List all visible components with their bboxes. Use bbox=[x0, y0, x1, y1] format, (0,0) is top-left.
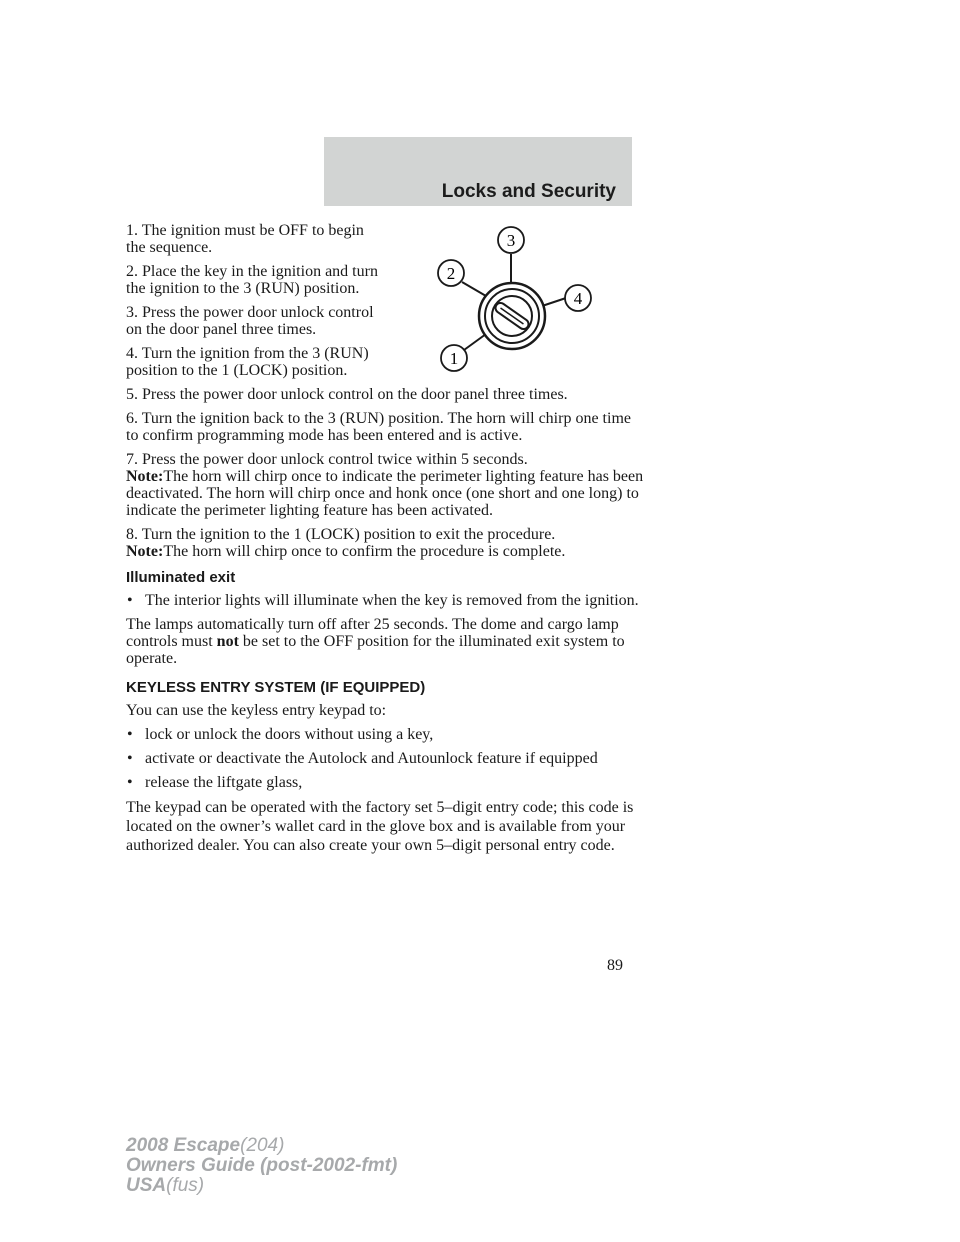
footer-market: USA bbox=[126, 1175, 167, 1196]
page-number: 89 bbox=[607, 957, 623, 974]
bullet-glyph: • bbox=[127, 750, 133, 767]
list-item bbox=[126, 774, 646, 791]
step-6: 6. Turn the ignition back to the 3 (RUN) position. The horn will chirp one time to confirm programming mode has been entered and is active. bbox=[126, 410, 631, 444]
list-item bbox=[126, 750, 646, 767]
note-label: Note: bbox=[126, 468, 164, 485]
keyless-intro: You can use the keyless entry keypad to: bbox=[126, 702, 387, 719]
footer-line-model bbox=[126, 1136, 397, 1156]
footer-edition-info bbox=[126, 1136, 397, 1196]
step-3: 3. Press the power door unlock control on the door panel three times. bbox=[126, 304, 374, 338]
step-5: 5. Press the power door unlock control on the door panel three times. bbox=[126, 386, 568, 403]
keyless-entry-heading: KEYLESS ENTRY SYSTEM (IF EQUIPPED) bbox=[126, 679, 426, 696]
page-content bbox=[126, 222, 646, 862]
list-item-text: The interior lights will illuminate when the key is removed from the ignition. bbox=[145, 592, 639, 609]
list-item-text: release the liftgate glass, bbox=[145, 774, 303, 791]
footer-market-code: (fus) bbox=[166, 1175, 205, 1196]
bullet-glyph: • bbox=[127, 592, 133, 609]
list-item bbox=[126, 726, 646, 743]
note-complete bbox=[126, 543, 646, 560]
footer-model-code: (204) bbox=[240, 1135, 285, 1156]
bullet-glyph: • bbox=[127, 726, 133, 743]
paragraph-text: be set to the OFF position for the illuminated exit system to operate. bbox=[126, 633, 625, 667]
position-2-label: 2 bbox=[446, 264, 456, 283]
illuminated-exit-heading: Illuminated exit bbox=[126, 569, 236, 586]
footer-line-guide bbox=[126, 1156, 397, 1176]
section-header-band bbox=[324, 137, 632, 206]
footer-model: 2008 Escape bbox=[126, 1135, 241, 1156]
step-8: 8. Turn the ignition to the 1 (LOCK) position to exit the procedure. bbox=[126, 526, 556, 543]
step-1: 1. The ignition must be OFF to begin the sequence. bbox=[126, 222, 364, 256]
list-item-text: activate or deactivate the Autolock and Autounlock feature if equipped bbox=[145, 750, 598, 767]
bullet-glyph: • bbox=[127, 774, 133, 791]
footer-guide: Owners Guide (post-2002-fmt) bbox=[126, 1155, 398, 1176]
footer-line-market bbox=[126, 1176, 397, 1196]
illuminated-exit-paragraph bbox=[126, 616, 646, 667]
list-item bbox=[126, 592, 646, 609]
position-4-label: 4 bbox=[573, 289, 583, 308]
keyless-paragraph: The keypad can be operated with the factory set 5–digit entry code; this code is located on the owner’s wallet card in the glove box and is available from your authorized dealer. You can also create your own 5–digit personal entry code. bbox=[126, 799, 634, 854]
note-deactivated bbox=[126, 468, 646, 519]
step-7: 7. Press the power door unlock control twice within 5 seconds. bbox=[126, 451, 528, 468]
emphasis-not: not bbox=[216, 633, 239, 650]
paragraph-text: The lamps automatically turn off after 25 seconds. The dome and cargo lamp controls must bbox=[126, 616, 619, 650]
position-3-label: 3 bbox=[506, 231, 516, 250]
step-2: 2. Place the key in the ignition and turn the ignition to the 3 (RUN) position. bbox=[126, 263, 378, 297]
position-1-label: 1 bbox=[449, 349, 459, 368]
note-text: The horn will chirp once to confirm the procedure is complete. bbox=[163, 543, 566, 560]
list-item-text: lock or unlock the doors without using a key, bbox=[145, 726, 434, 743]
note-text: The horn will chirp once to indicate the perimeter lighting feature has been deactivated. The horn will chirp once and honk once (one short and one long) to indicate the perimeter lighting feature has been activated. bbox=[126, 468, 644, 519]
section-title: Locks and Security bbox=[441, 181, 616, 202]
note-label: Note: bbox=[126, 543, 164, 560]
step-4: 4. Turn the ignition from the 3 (RUN) position to the 1 (LOCK) position. bbox=[126, 345, 369, 379]
